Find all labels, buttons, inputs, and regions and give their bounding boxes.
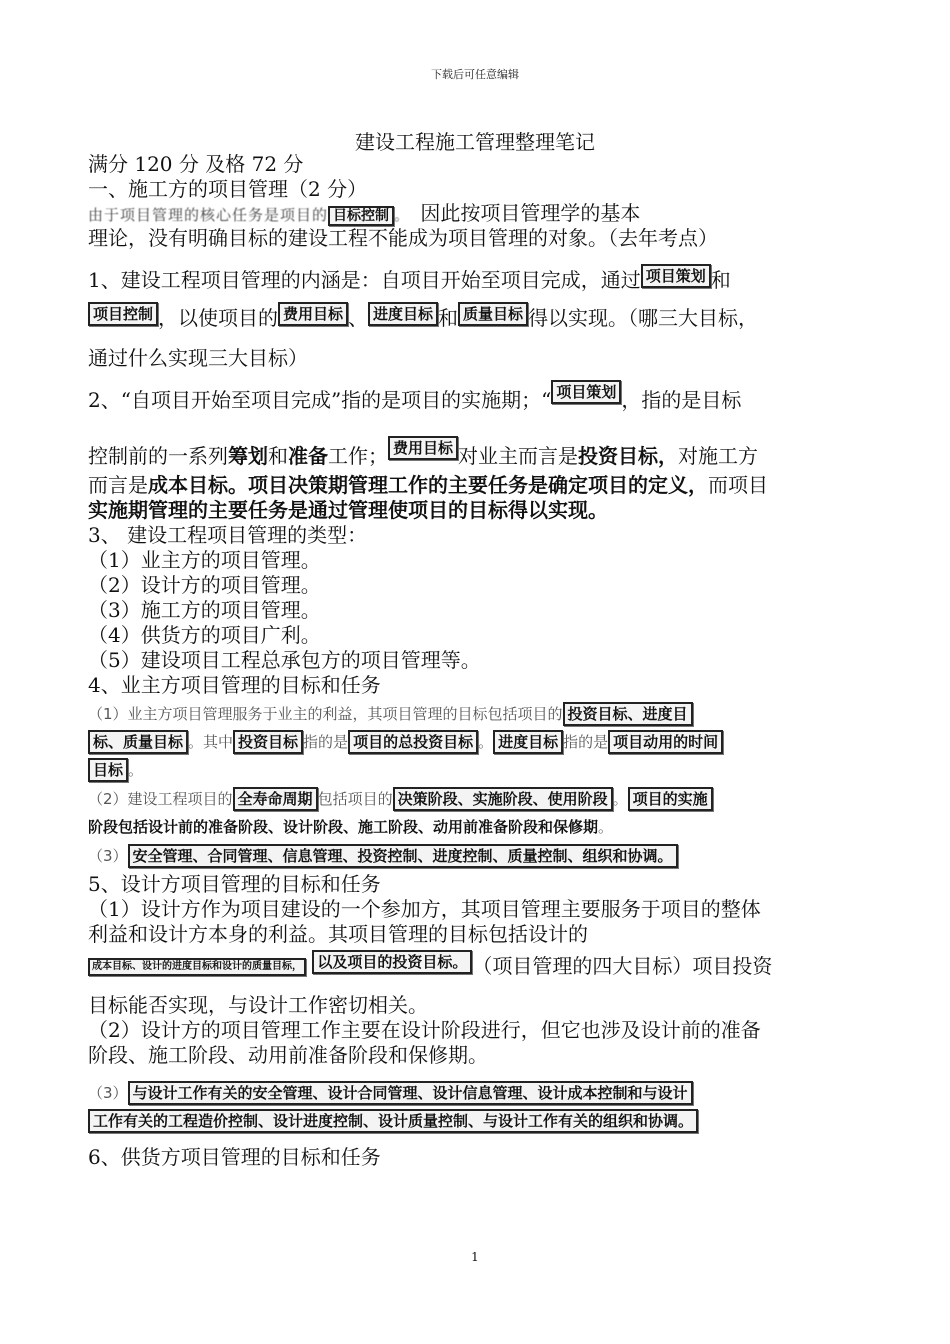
item-2-text-b: ，指的是目标 [621, 388, 742, 412]
highlight-box-design-targets: 成本目标、设计的进度目标和设计的质量目标， [88, 958, 306, 976]
item-2-line3 [88, 473, 768, 497]
scanned-text: （1）业主方项目管理服务于业主的利益，其项目管理的目标包括项目的 [88, 705, 563, 723]
highlight-box-progress-target: 进度目标 [368, 302, 438, 326]
highlight-box-project-planning: 项目策划 [641, 264, 711, 288]
item-6-heading: 6、供货方项目管理的目标和任务 [88, 1145, 381, 1169]
item-1-line1 [88, 264, 731, 292]
document-title: 建设工程施工管理整理笔记 [355, 130, 595, 154]
list-item: （1）业主方的项目管理。 [88, 548, 321, 572]
section-1-heading: 一、施工方的项目管理（2 分） [88, 177, 368, 201]
item-5-para1-line3 [88, 950, 772, 978]
list-item: （2）设计方的项目管理。 [88, 573, 321, 597]
highlight-box-investment-target-design: 以及项目的投资目标。 [312, 950, 472, 974]
design-objective-3-line2 [88, 1109, 698, 1133]
item-2-text-c5: 对施工方 [678, 444, 759, 468]
item-2-line4: 实施期管理的主要任务是通过管理使项目的目标得以实现。 [88, 498, 608, 522]
item-2-text: 2、“自项目开始至项目完成”指的是项目的实施期；“ [88, 388, 552, 412]
highlight-box-investment-target: 投资目标 [233, 730, 303, 754]
scanned-text: 指的是 [563, 733, 609, 751]
scanned-text: （3） [88, 847, 128, 865]
item-2-text-c2: 和 [268, 444, 288, 468]
scanned-text: 。 [598, 818, 614, 836]
highlight-box-total-investment-target: 项目的总投资目标 [348, 730, 478, 754]
owner-objective-1-line3 [88, 758, 143, 782]
list-item: （5）建设项目工程总承包方的项目管理等。 [88, 648, 481, 672]
item-2-bold-planning: 筹划 [228, 444, 268, 468]
highlight-box-management-tasks: 安全管理、合同管理、信息管理、投资控制、进度控制、质量控制、组织和协调。 [128, 844, 678, 868]
scanned-bold-text: 阶段包括设计前的准备阶段、设计阶段、施工阶段、动用前准备阶段和保修期 [88, 818, 599, 836]
scanned-text: 。 [478, 733, 494, 751]
item-1-line3: 通过什么实现三大目标） [88, 346, 308, 370]
highlight-box-cost-target-2: 费用目标 [388, 436, 458, 460]
highlight-box-target: 目标 [88, 758, 128, 782]
item-3-heading: 3、 建设工程项目管理的类型： [88, 523, 368, 547]
scanned-text: （3） [88, 1084, 128, 1102]
item-1-text-c: 得以实现。（哪三大目标， [528, 306, 759, 330]
item-1-and-2: 和 [438, 306, 459, 330]
page-header: 下载后可任意编辑 [431, 68, 519, 81]
owner-objective-2-line1 [88, 787, 713, 811]
item-2-text-c3: 工作； [328, 444, 388, 468]
item-1-separator: 、 [348, 306, 369, 330]
item-5-para2-line1: （2）设计方的项目管理工作主要在设计阶段进行，但它也涉及设计前的准备 [88, 1018, 761, 1042]
section-1-paragraph-line2: 理论，没有明确目标的建设工程不能成为项目管理的对象。（去年考点） [88, 226, 718, 250]
list-item: （3）施工方的项目管理。 [88, 598, 321, 622]
item-2-text-c4: 对业主而言是 [458, 444, 579, 468]
item-5-heading: 5、设计方项目管理的目标和任务 [88, 872, 381, 896]
owner-objective-1-line2 [88, 730, 723, 754]
highlight-box-design-tasks-1: 与设计工作有关的安全管理、设计合同管理、设计信息管理、设计成本控制和与设计 [128, 1081, 693, 1105]
list-item: （4）供货方的项目广利。 [88, 623, 321, 647]
item-5-para1-line2: 利益和设计方本身的利益。其项目管理的目标包括设计的 [88, 922, 588, 946]
highlight-box-quality-target: 质量目标 [458, 302, 528, 326]
highlight-box-project-control: 项目控制 [88, 302, 158, 326]
section-1-paragraph-line1 [88, 201, 640, 227]
item-1-and: 和 [710, 268, 731, 292]
score-line: 满分 120 分 及格 72 分 [88, 152, 304, 176]
highlight-box-investment-progress-target: 投资目标、进度目 [563, 702, 693, 726]
highlight-box-progress-target-2: 进度目标 [493, 730, 563, 754]
item-1-text: 1、建设工程项目管理的内涵是：自项目开始至项目完成，通过 [88, 268, 641, 292]
item-5-para1-line4: 目标能否实现，与设计工作密切相关。 [88, 993, 428, 1017]
item-1-line2 [88, 302, 758, 330]
design-objective-3-line1 [88, 1081, 693, 1105]
item-2-bold-preparation: 准备 [288, 444, 328, 468]
owner-objective-1-line1 [88, 702, 693, 726]
scanned-text: （2）建设工程项目的 [88, 790, 233, 808]
highlight-box-cost-target: 费用目标 [278, 302, 348, 326]
scanned-text: 。 [128, 761, 144, 779]
owner-objective-3 [88, 844, 678, 868]
scanned-text-tail: 。 [394, 206, 411, 224]
item-5-para1-line1: （1）设计方作为项目建设的一个参加方，其项目管理主要服务于项目的整体 [88, 897, 761, 921]
item-2-bold-investment-target: 投资目标， [578, 444, 679, 468]
owner-objective-2-line2 [88, 815, 613, 839]
item-4-heading: 4、业主方项目管理的目标和任务 [88, 673, 381, 697]
item-2-text-c1: 控制前的一系列 [88, 444, 228, 468]
highlight-box-target-control: 目标控制 [328, 206, 394, 226]
item-1-text-b: ，以使项目的 [158, 306, 279, 330]
highlight-box-project-planning-2: 项目策划 [551, 380, 621, 404]
highlight-box-life-cycle: 全寿命周期 [233, 787, 318, 811]
item-2-line1 [88, 380, 741, 412]
scanned-text-fragment: 由于项目管理的核心任务是项目的 [88, 206, 329, 224]
item-2-text-d2: 而项目 [708, 473, 768, 497]
item-5-para2-line2: 阶段、施工阶段、动用前准备阶段和保修期。 [88, 1043, 488, 1067]
highlight-box-quality-target-2: 标、质量目标 [88, 730, 188, 754]
highlight-box-use-time-target: 项目动用的时间 [608, 730, 723, 754]
scanned-text: 。其中 [188, 733, 234, 751]
item-2-line2 [88, 436, 758, 468]
page-number: 1 [471, 1250, 479, 1264]
item-5-text: （项目管理的四大目标）项目投资 [472, 954, 773, 978]
section-1-text: 因此按项目管理学的基本 [420, 201, 641, 225]
scanned-text: 指的是 [303, 733, 349, 751]
highlight-box-phases: 决策阶段、实施阶段、使用阶段 [393, 787, 613, 811]
item-2-bold-decision-phase: 成本目标。项目决策期管理工作的主要任务是确定项目的定义， [148, 473, 708, 497]
item-2-text-d1: 而言是 [88, 473, 148, 497]
highlight-box-implementation: 项目的实施 [628, 787, 713, 811]
highlight-box-design-tasks-2: 工作有关的工程造价控制、设计进度控制、设计质量控制、与设计工作有关的组织和协调。 [88, 1109, 698, 1133]
scanned-text: 。 [612, 790, 628, 808]
scanned-text: 包括项目的 [317, 790, 393, 808]
